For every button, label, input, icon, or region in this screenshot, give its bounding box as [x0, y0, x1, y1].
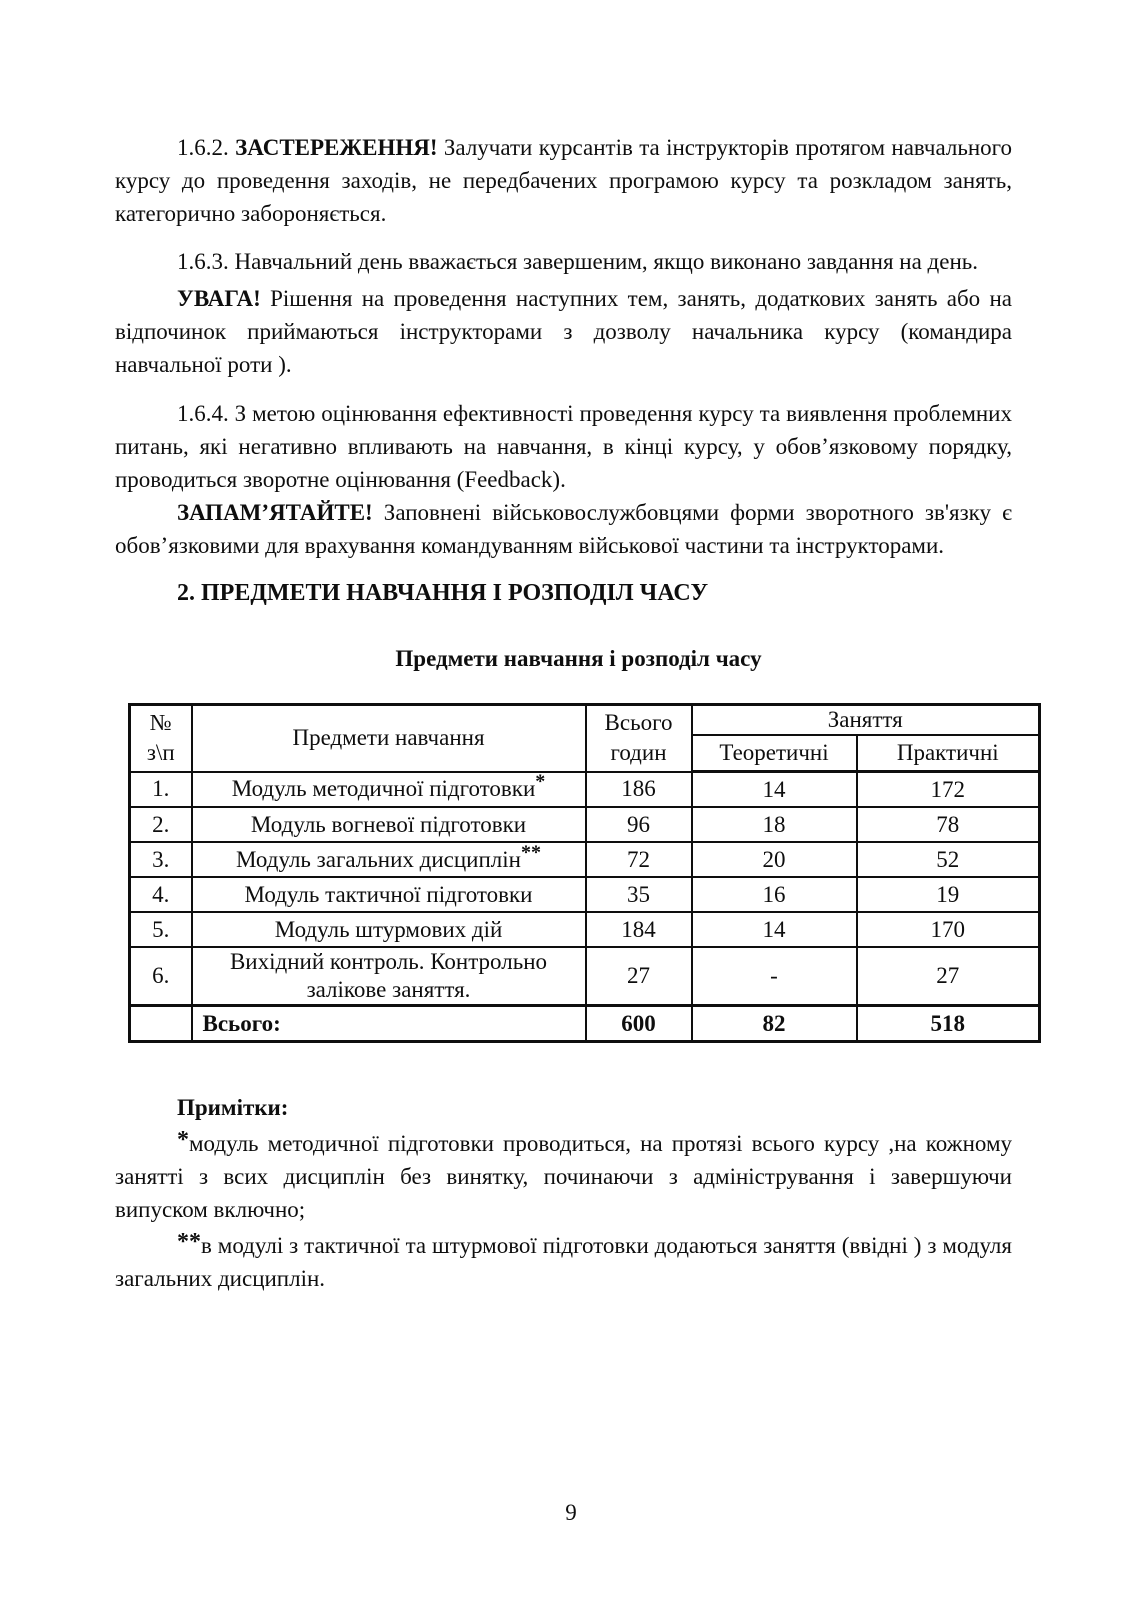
cell-subject [192, 772, 586, 808]
table-title: Предмети навчання і розподіл часу [395, 646, 762, 671]
paragraph-text: Залучати курсантів та інструкторів протягом навчального курсу до проведення заходів, не передбачених програмою курсу та розкладом занять, категорично забороняється. [115, 135, 1013, 226]
attention-lead: УВАГА! [177, 286, 261, 311]
cell-practice: 19 [857, 877, 1040, 912]
footnote-mark: * [535, 770, 546, 793]
cell-no: 5. [130, 912, 192, 947]
header-total-hours [586, 705, 692, 772]
header-lessons-group: Заняття [692, 705, 1040, 736]
cell-theory: 14 [692, 772, 857, 808]
paragraph-text: Заповнені військовослужбовцями форми зворотного зв'язку є обов’язковими для врахування командуванням військової частини та інструкторами. [115, 500, 1012, 558]
cell-theory: 18 [692, 807, 857, 842]
cell-no: 6. [130, 947, 192, 1006]
footnote-mark: ** [520, 840, 541, 863]
header-subjects: Предмети навчання [192, 705, 586, 772]
cell-subject [192, 842, 586, 877]
footnote-mark: * [177, 1127, 189, 1153]
total-practice: 518 [857, 1006, 1040, 1042]
paragraph-number: 1.6.2. [177, 135, 229, 160]
cell-subject [192, 877, 586, 912]
cell-practice: 170 [857, 912, 1040, 947]
note-text: модуль методичної підготовки проводиться, на протязі всього курсу ,на кожному занятті з всих дисциплін без винятку, починаючи з адміністрування і завершуючи випуском включно; [115, 1131, 1012, 1222]
remember-lead: ЗАПАМ’ЯТАЙТЕ! [177, 500, 373, 525]
subject-text: Вихідний контроль. Контрольно залікове заняття. [229, 949, 548, 1002]
notes-heading: Примітки: [177, 1095, 289, 1120]
cell-total: 27 [586, 947, 692, 1006]
paragraph-text: 1.6.4. З метою оцінювання ефективності проведення курсу та виявлення проблемних питань, які негативно впливають на навчання, в кінці курсу, у обов’язковому порядку, проводиться зворотне оцінювання (Feedback). [115, 401, 1012, 492]
table-row [130, 947, 1040, 1006]
cell-theory: 16 [692, 877, 857, 912]
table-header-row-1 [130, 705, 1040, 736]
cell-subject [192, 807, 586, 842]
paragraph-text: 1.6.3. Навчальний день вважається завершеним, якщо виконано завдання на день. [177, 249, 979, 274]
table-row [130, 807, 1040, 842]
footnote-mark: ** [177, 1229, 201, 1255]
paragraph-uvaga [115, 282, 1012, 381]
note-2 [115, 1226, 1012, 1295]
total-hours: 600 [586, 1006, 692, 1042]
header-no-line1: № [149, 710, 172, 736]
header-total-line2: годин [610, 740, 667, 766]
paragraph-text: Рішення на проведення наступних тем, занять, додаткових занять або на відпочинок приймаються інструкторами з дозволу начальника курсу (командира навчальної роти ). [115, 286, 1013, 377]
cell-theory: 14 [692, 912, 857, 947]
header-total-line1: Всього [604, 710, 673, 736]
note-1 [115, 1124, 1012, 1226]
subject-text: Модуль тактичної підготовки [244, 881, 533, 907]
paragraph-1-6-2 [115, 131, 1012, 230]
cell-practice: 78 [857, 807, 1040, 842]
subject-text: Модуль методичної підготовки [231, 776, 536, 802]
cell-practice: 172 [857, 772, 1040, 808]
paragraph-zapamyataite [115, 496, 1012, 562]
cell-theory: 20 [692, 842, 857, 877]
cell-practice: 27 [857, 947, 1040, 1006]
total-label: Всього: [192, 1006, 586, 1042]
header-practical: Практичні [857, 735, 1040, 772]
subject-text: Модуль штурмових дій [274, 916, 503, 942]
paragraph-1-6-4 [115, 397, 1012, 496]
header-no [130, 705, 192, 772]
cell-practice: 52 [857, 842, 1040, 877]
cell-theory: - [692, 947, 857, 1006]
subjects-table [128, 703, 1041, 1043]
cell-total: 184 [586, 912, 692, 947]
header-no-line2: з\п [146, 740, 175, 766]
total-theory: 82 [692, 1006, 857, 1042]
subject-text: Модуль загальних дисциплін [236, 846, 521, 872]
cell-total: 96 [586, 807, 692, 842]
subject-text: Модуль вогневої підготовки [250, 811, 527, 837]
table-total-row [130, 1006, 1040, 1042]
header-theoretical: Теоретичні [692, 735, 857, 772]
cell-total: 186 [586, 772, 692, 808]
table-row [130, 877, 1040, 912]
cell-no: 2. [130, 807, 192, 842]
cell-subject [192, 912, 586, 947]
table-row [130, 772, 1040, 808]
cell-no: 3. [130, 842, 192, 877]
table-row [130, 912, 1040, 947]
table-row [130, 842, 1040, 877]
cell-no: 4. [130, 877, 192, 912]
page-number: 9 [565, 1500, 577, 1525]
cell-no: 1. [130, 772, 192, 808]
cell-no-empty [130, 1006, 192, 1042]
warning-lead: ЗАСТЕРЕЖЕННЯ! [235, 135, 438, 160]
section-heading: 2. ПРЕДМЕТИ НАВЧАННЯ І РОЗПОДІЛ ЧАСУ [177, 580, 709, 606]
cell-total: 72 [586, 842, 692, 877]
note-text: в модулі з тактичної та штурмової підготовки додаються заняття (ввідні ) з модуля загальних дисциплін. [115, 1233, 1012, 1291]
cell-total: 35 [586, 877, 692, 912]
paragraph-1-6-3 [115, 245, 1012, 278]
cell-subject [192, 947, 586, 1006]
